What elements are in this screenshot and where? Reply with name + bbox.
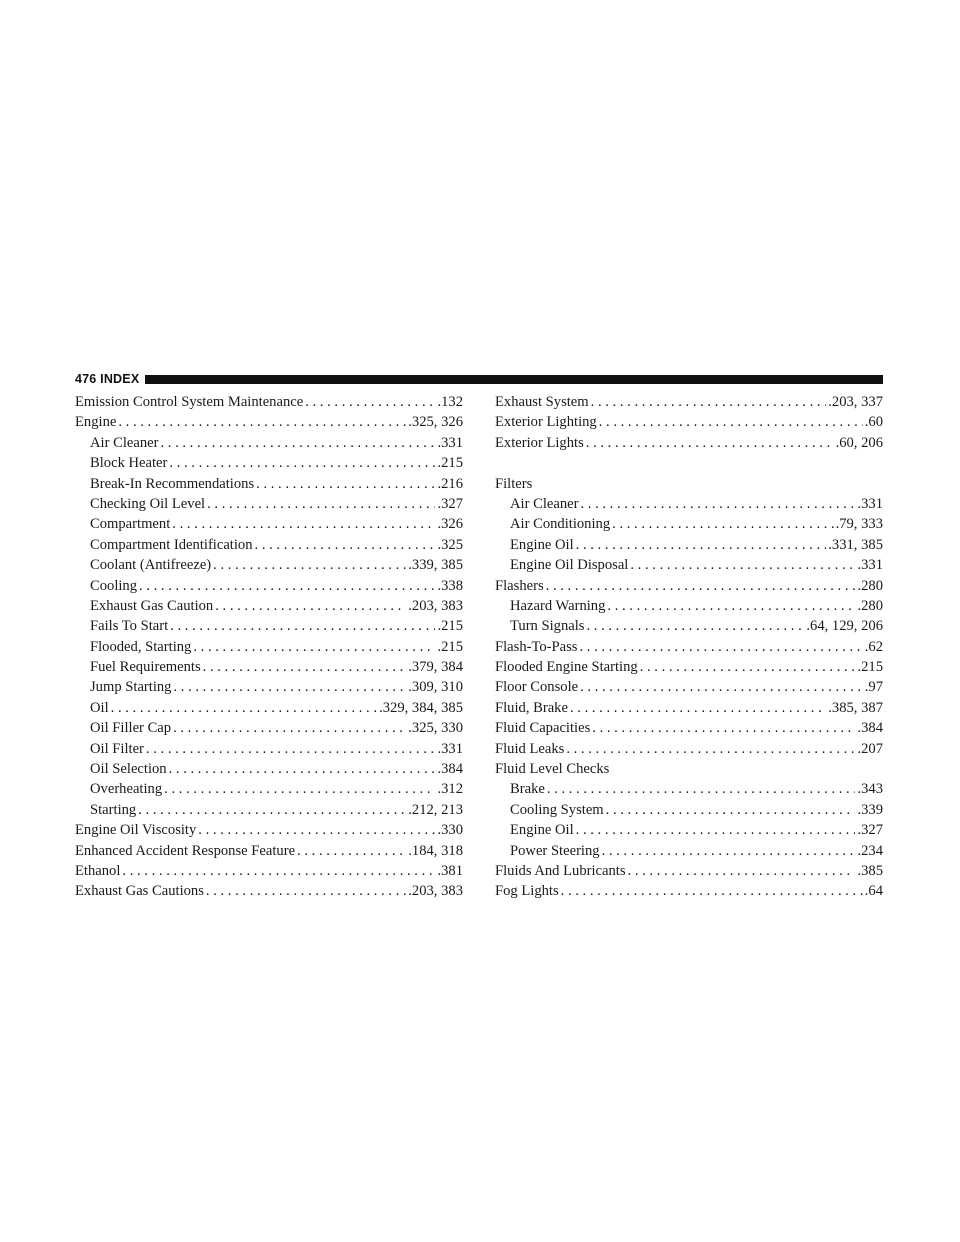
- page-references: .325: [437, 536, 463, 553]
- dot-leader: [640, 657, 856, 677]
- page-references: .62: [864, 638, 883, 655]
- dot-leader: [576, 820, 856, 840]
- index-subentry: [495, 800, 883, 820]
- page-references: .385: [857, 862, 883, 879]
- page-references: .331: [437, 434, 463, 451]
- index-term: Jump Starting: [90, 679, 172, 696]
- index-term: Cooling: [90, 577, 138, 594]
- index-entry: [495, 881, 883, 901]
- dot-leader: [213, 555, 406, 575]
- page-references: .327: [857, 822, 883, 839]
- index-term: Oil: [90, 699, 109, 716]
- page-references: .326: [437, 516, 463, 533]
- index-entry: [495, 739, 883, 759]
- index-subentry: [75, 759, 463, 779]
- index-subentry: [495, 514, 883, 534]
- index-term: Oil Filter: [90, 740, 144, 757]
- dot-leader: [547, 779, 856, 799]
- index-term: Block Heater: [90, 455, 168, 472]
- index-entry: [495, 576, 883, 596]
- index-term: Exhaust Gas Cautions: [75, 883, 204, 900]
- page-references: .338: [437, 577, 463, 594]
- index-entry: [495, 861, 883, 881]
- index-entry: [495, 718, 883, 738]
- index-subentry: [495, 555, 883, 575]
- dot-leader: [256, 474, 435, 494]
- index-subentry: [75, 474, 463, 494]
- index-term: Flash-To-Pass: [495, 638, 578, 655]
- dot-leader: [580, 677, 863, 697]
- index-subentry: [495, 779, 883, 799]
- dot-leader: [203, 657, 407, 677]
- dot-leader: [570, 698, 826, 718]
- dot-leader: [612, 514, 833, 534]
- index-entry: [75, 861, 463, 881]
- dot-leader: [591, 392, 827, 412]
- dot-leader: [139, 576, 435, 596]
- dot-leader: [546, 576, 856, 596]
- dot-leader: [207, 494, 435, 514]
- dot-leader: [602, 841, 856, 861]
- dot-leader: [592, 718, 855, 738]
- index-term: Power Steering: [510, 842, 600, 859]
- index-subentry: [75, 637, 463, 657]
- index-term: Hazard Warning: [510, 597, 606, 614]
- dot-leader: [297, 841, 406, 861]
- dot-leader: [606, 800, 856, 820]
- index-term: Break-In Recommendations: [90, 475, 255, 492]
- dot-leader: [580, 494, 855, 514]
- index-term: Floor Console: [495, 679, 579, 696]
- page-references: .203, 383: [408, 597, 463, 614]
- index-term: Air Cleaner: [90, 434, 159, 451]
- page-references: .331: [857, 557, 883, 574]
- index-subentry: [75, 739, 463, 759]
- index-subentry: [75, 779, 463, 799]
- page-references: .216: [437, 475, 463, 492]
- page-references: .203, 337: [828, 394, 883, 410]
- page-references: .64: [864, 883, 883, 900]
- page-number-text: 476: [75, 372, 97, 386]
- page-references: .312: [437, 781, 463, 798]
- page-references: .215: [437, 618, 463, 635]
- index-subentry: [75, 535, 463, 555]
- page-references: .327: [437, 495, 463, 512]
- index-term: Fails To Start: [90, 618, 169, 635]
- index-subentry: [495, 535, 883, 555]
- page-references: .385, 387: [828, 699, 883, 716]
- index-term: Fog Lights: [495, 883, 559, 900]
- page-references: .325, 326: [408, 414, 463, 431]
- index-subentry: [495, 596, 883, 616]
- index-term: Flashers: [495, 577, 544, 594]
- dot-leader: [164, 779, 435, 799]
- index-column-right: [495, 392, 883, 902]
- page-references: .325, 330: [408, 720, 463, 737]
- page-references: .329, 384, 385: [379, 699, 463, 716]
- page-references: .64, 129, 206: [806, 618, 883, 635]
- page-references: .79, 333: [835, 516, 883, 533]
- index-subentry: [75, 453, 463, 473]
- page-references: .215: [857, 659, 883, 676]
- index-term: Emission Control System Maintenance: [75, 394, 304, 410]
- page-references: .215: [437, 638, 463, 655]
- dot-leader: [599, 412, 863, 432]
- page-references: .331: [857, 495, 883, 512]
- index-term: Exterior Lighting: [495, 414, 597, 431]
- page-references: .331, 385: [828, 536, 883, 553]
- dot-leader: [586, 616, 804, 636]
- dot-leader: [206, 881, 406, 901]
- index-subentry: [75, 555, 463, 575]
- index-subentry: [495, 494, 883, 514]
- page-references: .60, 206: [835, 434, 883, 451]
- page-references: .97: [864, 679, 883, 696]
- page-references: .339: [857, 801, 883, 818]
- index-term: Enhanced Accident Response Feature: [75, 842, 296, 859]
- page-references: .234: [857, 842, 883, 859]
- dot-leader: [122, 861, 435, 881]
- dot-leader: [172, 514, 435, 534]
- page-references: .330: [437, 822, 463, 839]
- index-term: Fluid Leaks: [495, 740, 565, 757]
- index-term: Fluids And Lubricants: [495, 862, 626, 879]
- index-term: Fuel Requirements: [90, 659, 201, 676]
- section-title: INDEX: [100, 372, 140, 386]
- index-term: Exterior Lights: [495, 434, 584, 451]
- dot-leader: [305, 392, 435, 412]
- index-entry: [495, 433, 883, 453]
- index-term: Flooded, Starting: [90, 638, 192, 655]
- dot-leader: [628, 861, 856, 881]
- index-subentry: [75, 698, 463, 718]
- index-subentry: [75, 494, 463, 514]
- index-spacer: [495, 453, 883, 473]
- index-heading: Filters: [495, 475, 533, 492]
- index-term: Compartment Identification: [90, 536, 253, 553]
- page-references: .384: [437, 761, 463, 778]
- index-entry: [495, 412, 883, 432]
- index-column-left: [75, 392, 463, 902]
- index-entry: [75, 881, 463, 901]
- index-term: Engine Oil: [510, 822, 574, 839]
- page-references: .381: [437, 862, 463, 879]
- page-references: .203, 383: [408, 883, 463, 900]
- index-entry: [495, 657, 883, 677]
- page-references: .280: [857, 597, 883, 614]
- dot-leader: [160, 433, 435, 453]
- index-entry: [75, 412, 463, 432]
- index-subentry: [75, 657, 463, 677]
- dot-leader: [215, 596, 406, 616]
- dot-leader: [198, 820, 435, 840]
- index-term: Oil Filler Cap: [90, 720, 172, 737]
- page-number: [75, 372, 139, 386]
- page-references: .132: [437, 394, 463, 410]
- index-subentry: [495, 616, 883, 636]
- page-references: .280: [857, 577, 883, 594]
- page-references: .343: [857, 781, 883, 798]
- index-entry: [495, 698, 883, 718]
- index-term: Overheating: [90, 781, 163, 798]
- index-term: Cooling System: [510, 801, 604, 818]
- index-subentry: [75, 616, 463, 636]
- index-term: Engine Oil Viscosity: [75, 822, 197, 839]
- page-references: .384: [857, 720, 883, 737]
- dot-leader: [193, 637, 435, 657]
- dot-leader: [255, 535, 436, 555]
- index-subentry: [75, 596, 463, 616]
- page-references: .339, 385: [408, 557, 463, 574]
- dot-leader: [169, 453, 435, 473]
- dot-leader: [580, 637, 863, 657]
- dot-leader: [173, 718, 406, 738]
- index-term: Oil Selection: [90, 761, 167, 778]
- index-term: Flooded Engine Starting: [495, 659, 638, 676]
- index-subentry: [75, 800, 463, 820]
- index-subentry: [75, 433, 463, 453]
- dot-leader: [561, 881, 863, 901]
- page-references: .215: [437, 455, 463, 472]
- index-term: Ethanol: [75, 862, 121, 879]
- dot-leader: [138, 800, 406, 820]
- page-references: .331: [437, 740, 463, 757]
- index-term: Exhaust Gas Caution: [90, 597, 214, 614]
- dot-leader: [566, 739, 855, 759]
- index-term: Air Conditioning: [510, 516, 611, 533]
- index-term: Coolant (Antifreeze): [90, 557, 212, 574]
- index-term: Compartment: [90, 516, 171, 533]
- index-term: Starting: [90, 801, 137, 818]
- dot-leader: [146, 739, 436, 759]
- page-references: .184, 318: [408, 842, 463, 859]
- index-entry: [495, 677, 883, 697]
- dot-leader: [170, 616, 435, 636]
- page-header: [75, 371, 883, 387]
- index-term: Engine Oil Disposal: [510, 557, 629, 574]
- index-term: Fluid Capacities: [495, 720, 591, 737]
- page-references: .309, 310: [408, 679, 463, 696]
- index-subentry: [75, 677, 463, 697]
- dot-leader: [576, 535, 827, 555]
- dot-leader: [169, 759, 436, 779]
- index-heading: Fluid Level Checks: [495, 761, 610, 778]
- index-term: Engine Oil: [510, 536, 574, 553]
- index-term: Air Cleaner: [510, 495, 579, 512]
- index-term: Checking Oil Level: [90, 495, 206, 512]
- index-subentry: [75, 718, 463, 738]
- index-entry: [495, 392, 883, 412]
- dot-leader: [173, 677, 406, 697]
- index-term: Fluid, Brake: [495, 699, 568, 716]
- header-rule: [145, 375, 883, 384]
- dot-leader: [118, 412, 406, 432]
- index-entry: [75, 392, 463, 412]
- index-term: Brake: [510, 781, 545, 798]
- index-entry: [75, 841, 463, 861]
- index-entry: [75, 820, 463, 840]
- index-subentry: [495, 841, 883, 861]
- index-subentry: [75, 576, 463, 596]
- index-term: Turn Signals: [510, 618, 585, 635]
- index-entry: [495, 637, 883, 657]
- dot-leader: [586, 433, 834, 453]
- page-references: .60: [864, 414, 883, 431]
- page-references: .212, 213: [408, 801, 463, 818]
- dot-leader: [607, 596, 855, 616]
- index-term: Engine: [75, 414, 117, 431]
- index-subentry: [75, 514, 463, 534]
- dot-leader: [111, 698, 377, 718]
- dot-leader: [630, 555, 855, 575]
- index-term: Exhaust System: [495, 394, 589, 410]
- index-subentry: [495, 820, 883, 840]
- page-references: .207: [857, 740, 883, 757]
- page-references: .379, 384: [408, 659, 463, 676]
